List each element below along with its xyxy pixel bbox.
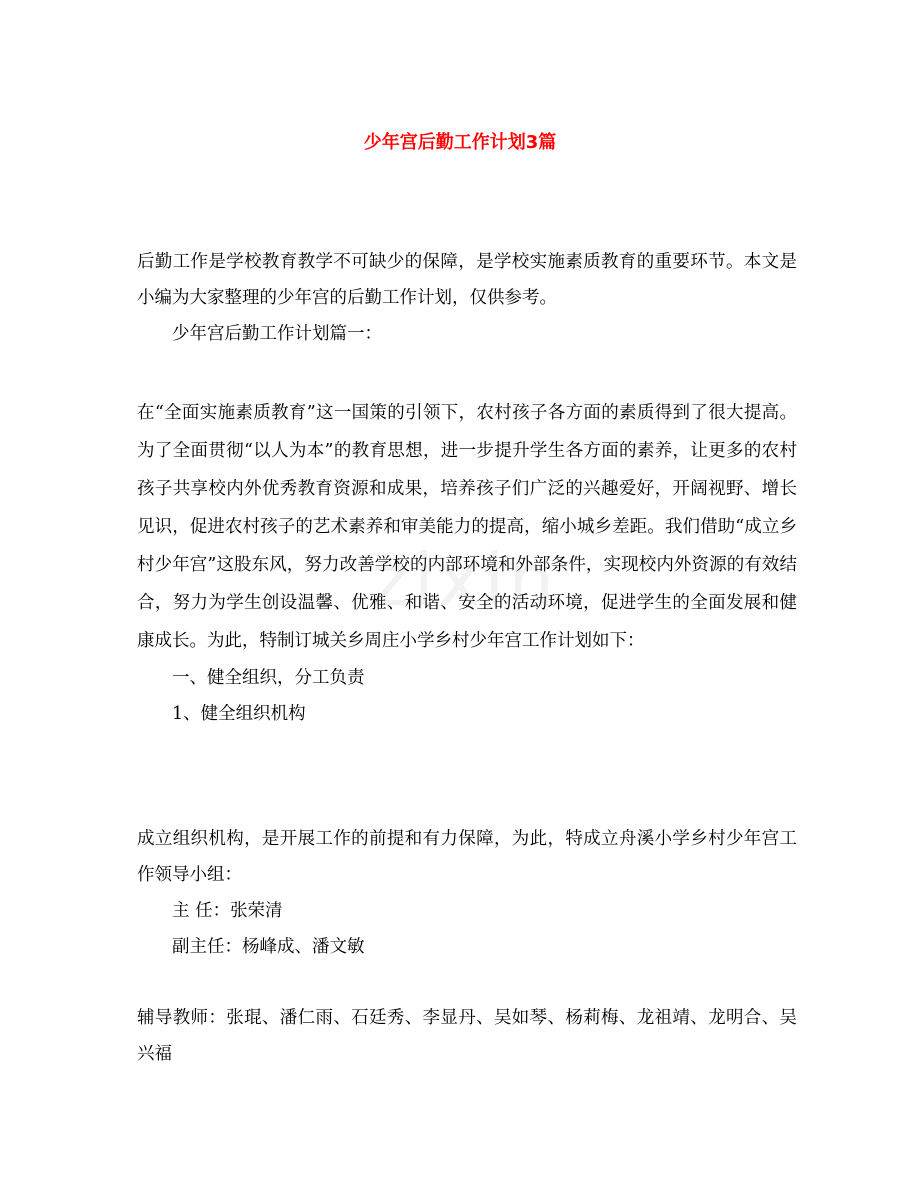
heading-1: 一、健全组织，分工负责 bbox=[172, 668, 365, 688]
page-title: 少年宫后勤工作计划3篇 bbox=[363, 132, 557, 153]
section-heading: 少年宫后勤工作计划篇一： bbox=[172, 324, 382, 344]
body-block-2 bbox=[137, 821, 797, 965]
body-block-1 bbox=[137, 394, 797, 732]
watermark: zixin bbox=[371, 538, 559, 622]
intro-block bbox=[137, 244, 797, 352]
paragraph-1: 在“全面实施素质教育”这一国策的引领下，农村孩子各方面的素质得到了很大提高。为了全面贯彻“以人为本”的教育思想，进一步提升学生各方面的素养，让更多的农村孩子共享校内外优秀教育资源和成果，培养孩子们广泛的兴趣爱好，开阔视野、增长见识，促进农村孩子的艺术素养和审美能力的提高，缩小城乡差距。我们借助“成立乡村少年宫”这股东风，努力改善学校的内部环境和外部条件，实现校内外资源的有效结合，努力为学生创设温馨、优雅、和谐、安全的活动环境，促进学生的全面发展和健康成长。为此，特制订城关乡周庄小学乡村少年宫工作计划如下： bbox=[137, 403, 797, 651]
vice-director-line: 副主任：杨峰成、潘文敏 bbox=[172, 937, 365, 957]
paragraph-2: 成立组织机构，是开展工作的前提和有力保障，为此，特成立舟溪小学乡村少年宫工作领导小组： bbox=[137, 829, 797, 885]
body-block-3 bbox=[137, 1000, 797, 1072]
tutors-line: 辅导教师：张琨、潘仁雨、石廷秀、李显丹、吴如琴、杨莉梅、龙祖靖、龙明合、吴兴福 bbox=[137, 1008, 797, 1064]
heading-1-1: 1、健全组织机构 bbox=[172, 704, 306, 724]
director-line: 主 任：张荣清 bbox=[172, 901, 283, 921]
intro-paragraph: 后勤工作是学校教育教学不可缺少的保障，是学校实施素质教育的重要环节。本文是小编为大家整理的少年宫的后勤工作计划，仅供参考。 bbox=[137, 252, 797, 308]
